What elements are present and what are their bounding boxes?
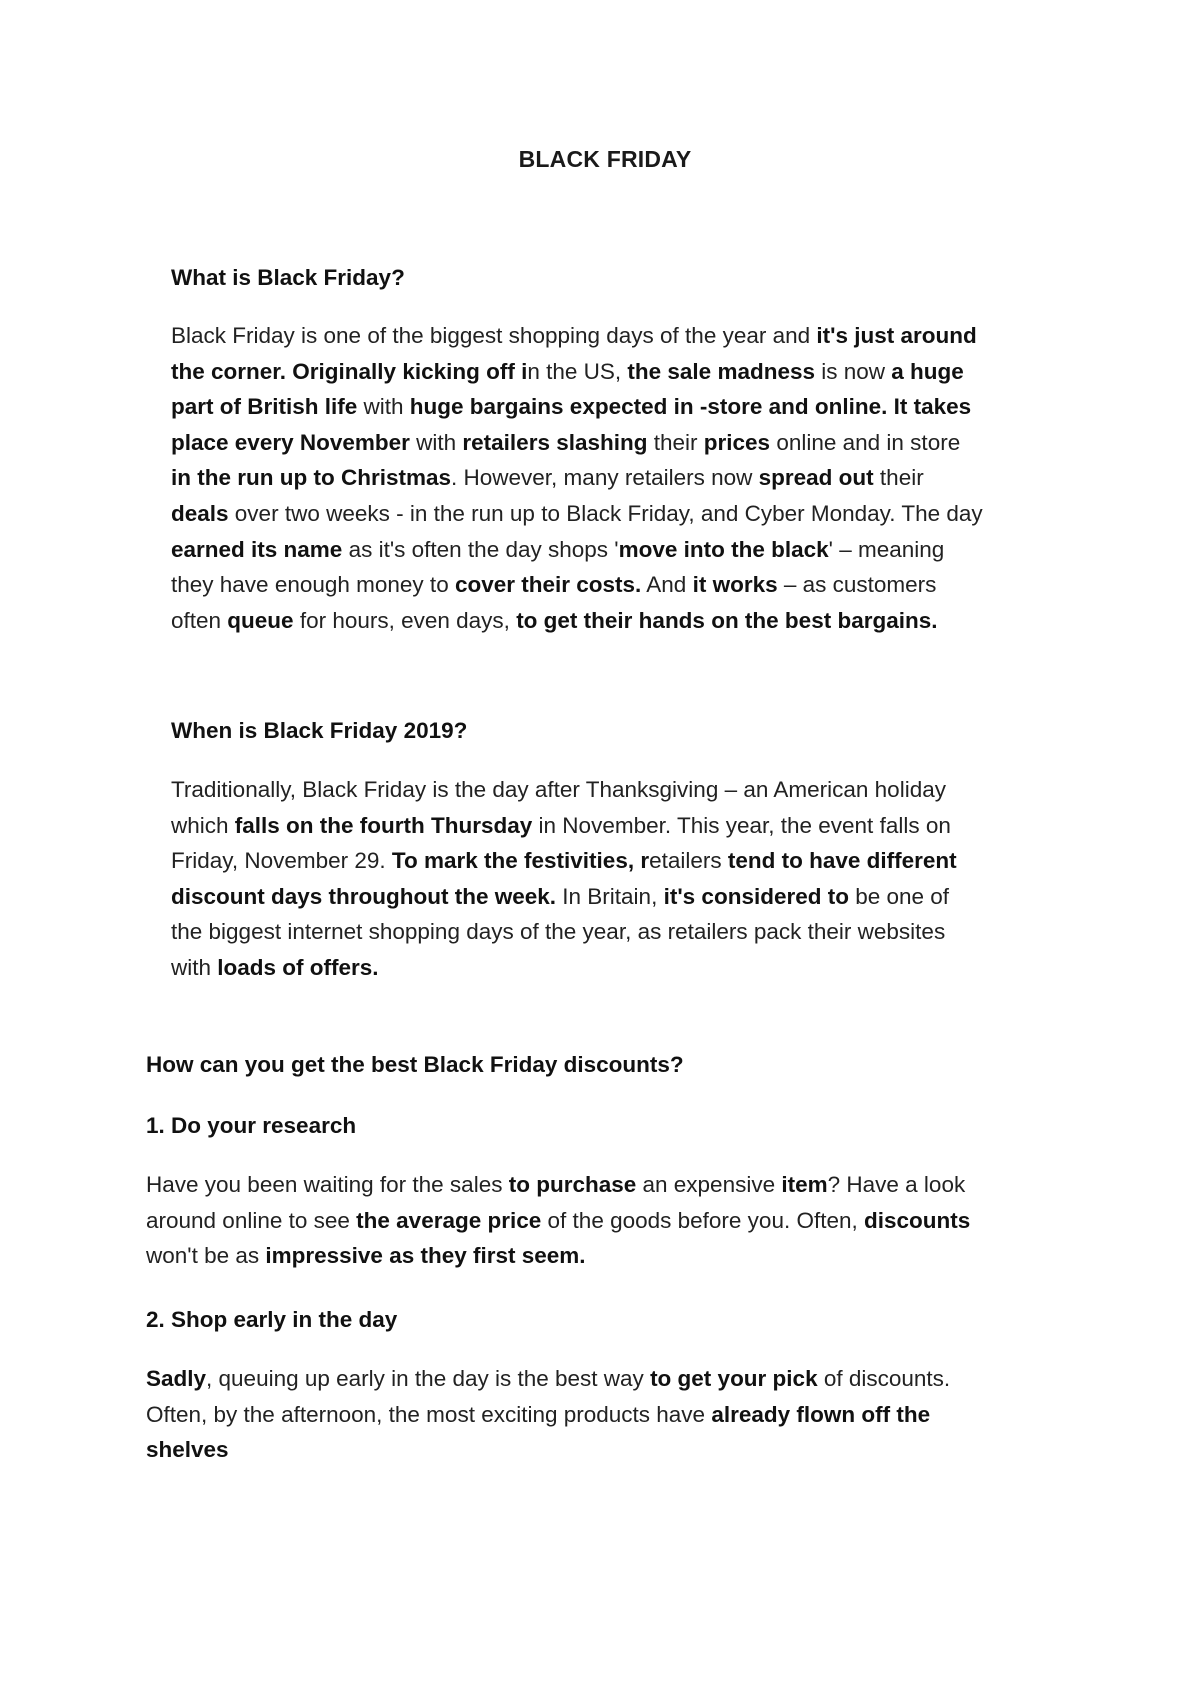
- bold-text-run: it's considered to: [663, 883, 849, 909]
- text-line: [146, 1238, 1076, 1274]
- text-run: their: [647, 429, 704, 455]
- bold-text-run: in the run up to Christmas: [171, 465, 452, 491]
- section-heading-shop-early: 2. Shop early in the day: [146, 1307, 398, 1332]
- text-line: [171, 425, 1076, 461]
- text-run: Have you been waiting for the sales: [146, 1172, 509, 1197]
- bold-text-run: the sale madness: [627, 358, 815, 384]
- text-run: n the US,: [527, 358, 628, 384]
- text-run: often: [171, 607, 228, 633]
- text-line: [171, 354, 1076, 390]
- text-run: And: [641, 572, 693, 598]
- text-line: [171, 603, 1076, 639]
- bold-text-run: cover their costs.: [454, 572, 642, 598]
- text-line: [146, 1432, 1076, 1468]
- text-run: , queuing up early in the day is the best way: [206, 1366, 651, 1391]
- text-line: [171, 567, 1076, 603]
- paragraph-what-is: [171, 318, 1076, 638]
- bold-text-run: impressive as they first seem.: [265, 1243, 586, 1269]
- bold-text-run: to get their hands on the best bargains.: [516, 607, 938, 633]
- text-line: [146, 1361, 1076, 1397]
- bold-text-run: to purchase: [508, 1172, 637, 1197]
- text-line: [146, 1397, 1076, 1433]
- text-run: with: [357, 394, 410, 420]
- text-line: [171, 532, 1076, 568]
- bold-text-run: discount days throughout the week.: [171, 883, 557, 909]
- text-run: ' – meaning: [828, 536, 945, 562]
- text-run: in November. This year, the event falls on: [532, 812, 951, 838]
- text-line: [171, 950, 1076, 986]
- section-heading-research: 1. Do your research: [146, 1113, 357, 1138]
- paragraph-when-is: [171, 772, 1076, 986]
- text-run: In Britain,: [556, 883, 664, 909]
- text-run: . However, many retailers now: [451, 465, 759, 491]
- text-run: for hours, even days,: [293, 607, 517, 633]
- bold-text-run: loads of offers.: [217, 954, 379, 980]
- text-run: over two weeks - in the run up to Black Friday, and Cyber Monday. The day: [228, 500, 983, 526]
- bold-text-run: retailers slashing: [462, 429, 648, 455]
- text-line: [171, 843, 1076, 879]
- text-run: their: [873, 465, 924, 491]
- paragraph-research: [146, 1167, 1076, 1274]
- bold-text-run: shelves: [146, 1437, 229, 1463]
- bold-text-run: to get your pick: [650, 1366, 818, 1391]
- text-run: won't be as: [146, 1243, 266, 1269]
- text-run: etailers: [649, 848, 728, 874]
- text-line: [171, 460, 1076, 496]
- text-line: [171, 914, 1076, 950]
- bold-text-run: it works: [692, 572, 778, 598]
- text-run: which: [171, 812, 235, 838]
- bold-text-run: huge bargains expected in -store and online. It takes: [409, 394, 972, 420]
- bold-text-run: a huge: [891, 358, 964, 384]
- text-run: with: [409, 429, 463, 455]
- bold-text-run: it's just around: [816, 323, 977, 348]
- bold-text-run: the average price: [356, 1207, 542, 1233]
- bold-text-run: deals: [171, 500, 229, 526]
- text-run: Black Friday is one of the biggest shopping days of the year and: [171, 323, 817, 348]
- bold-text-run: Sadly: [146, 1366, 207, 1391]
- bold-text-run: item: [781, 1172, 828, 1197]
- bold-text-run: falls on the fourth Thursday: [234, 812, 533, 838]
- section-heading-how-to: How can you get the best Black Friday discounts?: [146, 1052, 684, 1077]
- bold-text-run: part of British life: [171, 394, 358, 420]
- text-line: [171, 318, 1076, 354]
- text-run: – as customers: [777, 572, 937, 598]
- bold-text-run: tend to have different: [727, 848, 957, 874]
- bold-text-run: the corner. Originally kicking off i: [171, 358, 528, 384]
- bold-text-run: queue: [227, 607, 294, 633]
- bold-text-run: move into the black: [618, 536, 829, 562]
- text-line: [171, 389, 1076, 425]
- bold-text-run: discounts: [864, 1207, 971, 1233]
- text-run: Often, by the afternoon, the most exciting products have: [146, 1401, 712, 1427]
- bold-text-run: earned its name: [171, 536, 343, 562]
- text-run: as it's often the day shops ': [342, 536, 619, 562]
- bold-text-run: place every November: [171, 429, 410, 455]
- text-line: [146, 1167, 1076, 1203]
- text-run: be one of: [848, 883, 950, 909]
- text-line: [171, 879, 1076, 915]
- text-run: around online to see: [146, 1207, 357, 1233]
- text-run: of the goods before you. Often,: [541, 1207, 864, 1233]
- text-run: with: [171, 954, 218, 980]
- text-run: Traditionally, Black Friday is the day after Thanksgiving – an American holiday: [171, 777, 946, 802]
- text-run: of discounts.: [817, 1366, 951, 1391]
- paragraph-shop-early: [146, 1361, 1076, 1468]
- section-heading-what-is: What is Black Friday?: [171, 265, 405, 290]
- text-line: [171, 772, 1076, 808]
- bold-text-run: To mark the festivities, r: [391, 848, 650, 874]
- text-run: is now: [815, 358, 892, 384]
- text-run: online and in store: [770, 429, 961, 455]
- bold-text-run: prices: [703, 429, 771, 455]
- bold-text-run: spread out: [758, 465, 874, 491]
- text-line: [171, 496, 1076, 532]
- text-line: [146, 1203, 1076, 1239]
- text-run: Friday, November 29.: [171, 848, 392, 874]
- text-line: [171, 808, 1076, 844]
- text-run: ? Have a look: [827, 1172, 966, 1197]
- text-run: the biggest internet shopping days of the year, as retailers pack their websites: [171, 919, 946, 945]
- bold-text-run: already flown off the: [711, 1401, 931, 1427]
- section-heading-when-is: When is Black Friday 2019?: [171, 718, 468, 743]
- text-run: an expensive: [636, 1172, 782, 1197]
- text-run: they have enough money to: [171, 572, 455, 598]
- document-title: BLACK FRIDAY: [518, 146, 692, 172]
